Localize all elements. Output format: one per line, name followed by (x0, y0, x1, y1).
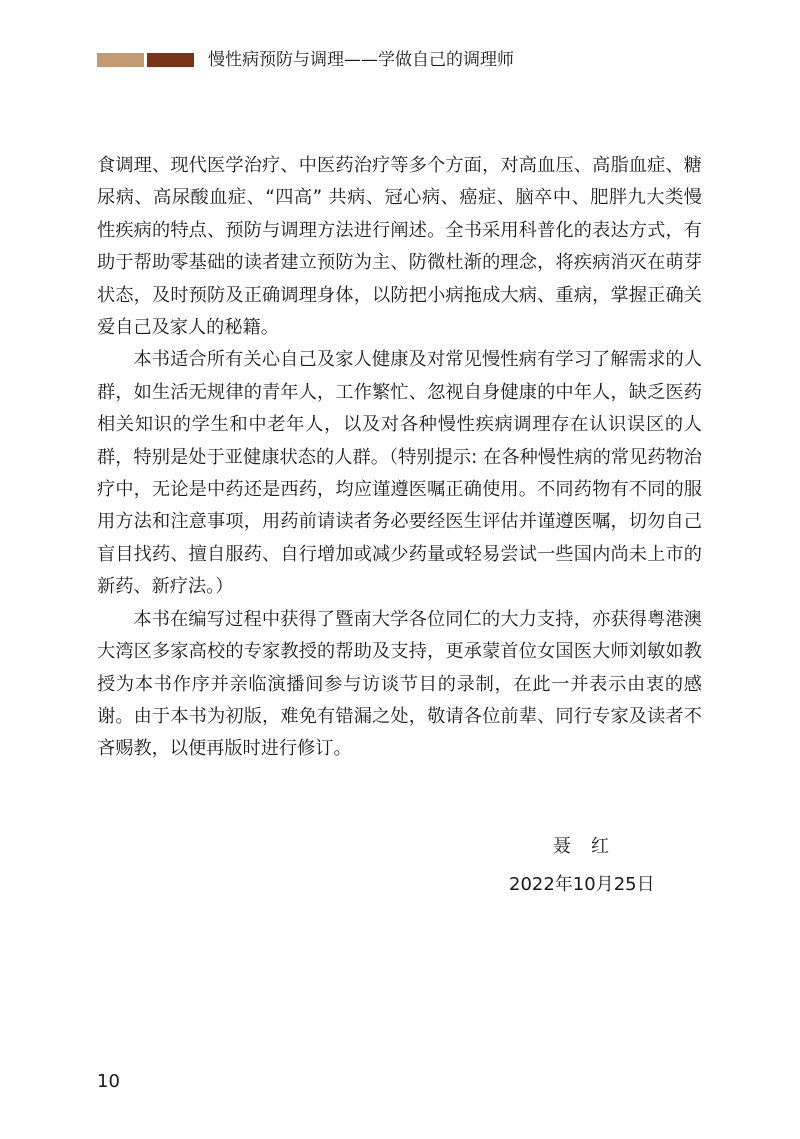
body-text (97, 150, 702, 766)
paragraph-1: 食调理、现代医学治疗、中医药治疗等多个方面，对高血压、高脂血症、糖尿病、高尿酸血症、“四高” 共病、冠心病、癌症、脑卒中、肥胖九大类慢性疾病的特点、预防与调理方法进行阐述。全书采用科普化的表达方式，有助于帮助零基础的读者建立预防为主、防微杜渐的理念，将疾病消灭在萌芽状态，及时预防及正确调理身体，以防把小病拖成大病、重病，掌握正确关爱自己及家人的秘籍。 (97, 155, 702, 339)
header-decor-bar-light (97, 53, 144, 67)
paragraph-2: 本书适合所有关心自己及家人健康及对常见慢性病有学习了解需求的人群，如生活无规律的青年人，工作繁忙、忽视自身健康的中年人，缺乏医药相关知识的学生和中老年人，以及对各种慢性疾病调理存在认识误区的人群，特别是处于亚健康状态的人群。（特别提示: 在各种慢性病的常见药物治疗中，无论是中药还是西药，均应谨遵医嘱正确使用。不同药物有不同的服用方法和注意事项，用药前请读者务必要经医生评估并谨遵医嘱，切勿自己盲目找药、擅自服药、自行增加或减少药量或轻易尝试一些国内尚未上市的新药、新疗法。） (97, 349, 702, 598)
paragraph-3: 本书在编写过程中获得了暨南大学各位同仁的大力支持，亦获得粤港澳大湾区多家高校的专家教授的帮助及支持，更承蒙首位女国医大师刘敏如教授为本书作序并亲临演播间参与访谈节目的录制，在此一并表示由衷的感谢。由于本书为初版，难免有错漏之处，敬请各位前辈、同行专家及读者不吝赐教，以便再版时进行修订。 (97, 608, 702, 760)
page-number: 10 (97, 1071, 120, 1092)
author-signature: 聂 红 (553, 836, 610, 857)
signature-date: 2022年10月25日 (509, 874, 655, 895)
running-title: 慢性病预防与调理——学做自己的调理师 (208, 50, 514, 70)
header-decor-bar-dark (147, 53, 194, 67)
